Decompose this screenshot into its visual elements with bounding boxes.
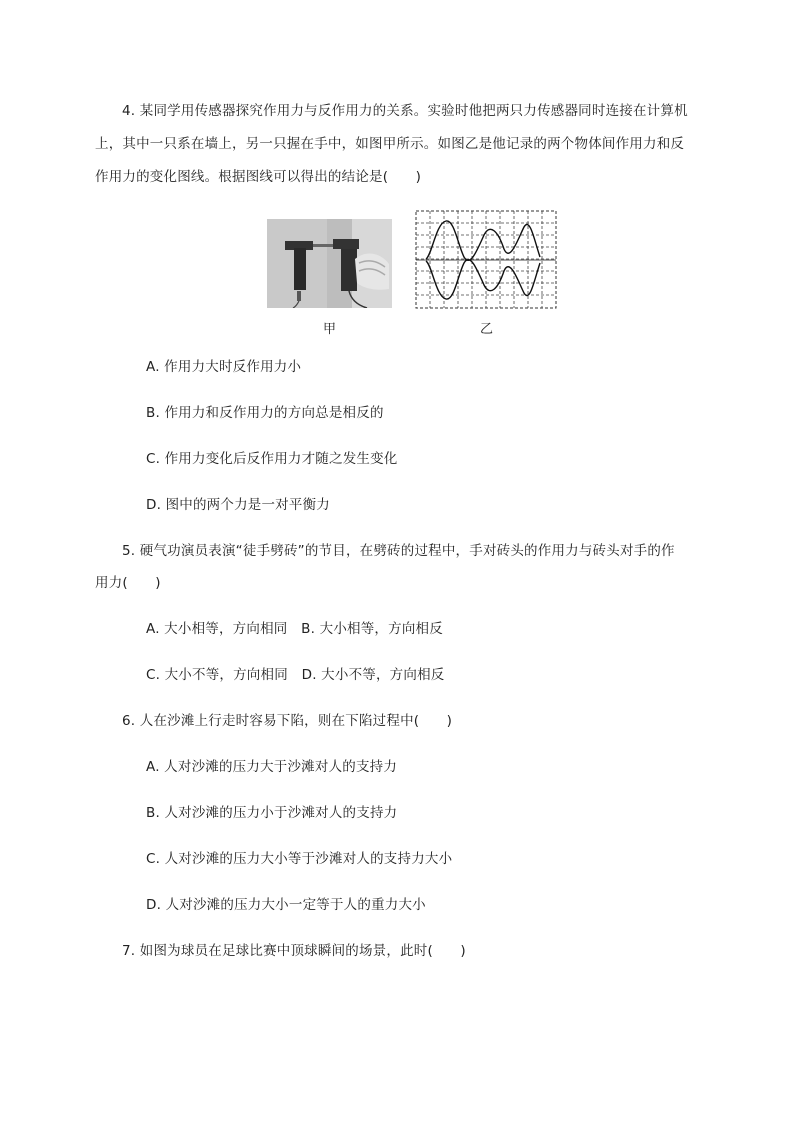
q4-stem-line-3: 作用力的变化图线。根据图线可以得出的结论是( )	[95, 169, 422, 185]
q4-option-d: D. 图中的两个力是一对平衡力	[146, 497, 330, 513]
figure-yi-graph	[414, 209, 559, 311]
q6-option-c: C. 人对沙滩的压力大小等于沙滩对人的支持力大小	[146, 851, 453, 867]
q5-options-row-2: C. 大小不等，方向相同 D. 大小不等，方向相反	[146, 667, 445, 683]
q4-stem-line-2: 上，其中一只系在墙上，另一只握在手中，如图甲所示。如图乙是他记录的两个物体间作用力和反	[95, 136, 685, 152]
q6-option-a: A. 人对沙滩的压力大于沙滩对人的支持力	[146, 759, 398, 775]
q7-stem-line-1: 7. 如图为球员在足球比赛中顶球瞬间的场景，此时( )	[122, 943, 466, 959]
figure-jia-caption: 甲	[323, 322, 337, 337]
q4-option-c: C. 作用力变化后反作用力才随之发生变化	[146, 451, 398, 467]
q5-stem-line-2: 用力( )	[95, 575, 161, 591]
q5-stem-line-1: 5. 硬气功演员表演“徒手劈砖”的节目，在劈砖的过程中，手对砖头的作用力与砖头对手的作	[122, 543, 675, 559]
figure-jia-photo	[267, 219, 392, 308]
q4-stem-line-1: 4. 某同学用传感器探究作用力与反作用力的关系。实验时他把两只力传感器同时连接在计算机	[122, 103, 688, 119]
q6-option-d: D. 人对沙滩的压力大小一定等于人的重力大小	[146, 897, 426, 913]
q4-option-b: B. 作用力和反作用力的方向总是相反的	[146, 405, 384, 421]
q6-option-b: B. 人对沙滩的压力小于沙滩对人的支持力	[146, 805, 398, 821]
figure-yi-caption: 乙	[480, 322, 494, 337]
q5-options-row-1: A. 大小相等，方向相同 B. 大小相等，方向相反	[146, 621, 443, 637]
q6-stem-line-1: 6. 人在沙滩上行走时容易下陷，则在下陷过程中( )	[122, 713, 453, 729]
q4-option-a: A. 作用力大时反作用力小	[146, 359, 302, 375]
